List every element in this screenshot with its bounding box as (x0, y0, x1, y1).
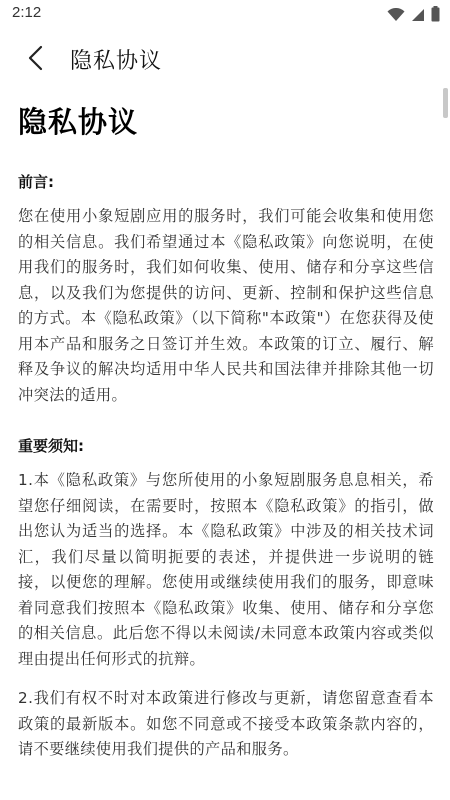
status-bar (0, 0, 450, 30)
section-heading-important: 重要须知: (18, 437, 84, 455)
document-content (18, 92, 434, 777)
wifi-icon (387, 7, 405, 26)
back-button[interactable] (18, 42, 54, 78)
status-icons (387, 6, 440, 26)
document-title: 隐私协议 (18, 105, 139, 139)
chevron-left-icon (26, 44, 46, 76)
paragraph: 2.我们有权不时对本政策进行修改与更新，请您留意查看本政策的最新版本。如您不同意或不接受本政策条款内容的，请不要继续使用我们提供的产品和服务。 (18, 689, 434, 758)
signal-icon (411, 7, 425, 26)
scrollbar-thumb[interactable] (443, 88, 448, 118)
battery-icon (431, 6, 440, 26)
section-heading-preface: 前言: (18, 173, 54, 191)
paragraph: 1.本《隐私政策》与您所使用的小象短剧服务息息相关，希望您仔细阅读，在需要时，按照本《隐私政策》的指引，做出您认为适当的选择。本《隐私政策》中涉及的相关技术词汇，我们尽量以简明扼要的表述，并提供进一步说明的链接，以便您的理解。您使用或继续使用我们的服务，即意味着同意我们按照本《隐私政策》收集、使用、储存和分享您的相关信息。此后您不得以未阅读/未同意本政策内容或类似理由提出任何形式的抗辩。 (18, 471, 434, 668)
paragraph: 您在使用小象短剧应用的服务时，我们可能会收集和使用您的相关信息。我们希望通过本《隐私政策》向您说明，在使用我们的服务时，我们如何收集、使用、储存和分享这些信息，以及我们为您提供的访问、更新、控制和保护这些信息的方式。本《隐私政策》（以下简称"本政策"）在您获得及使用本产品和服务之日签订并生效。本政策的订立、履行、解释及争议的解决均适用中华人民共和国法律并排除其他一切冲突法的适用。 (18, 207, 434, 404)
app-bar-title: 隐私协议 (70, 49, 163, 74)
app-bar (0, 30, 450, 90)
status-time: 2:12 (12, 4, 42, 21)
